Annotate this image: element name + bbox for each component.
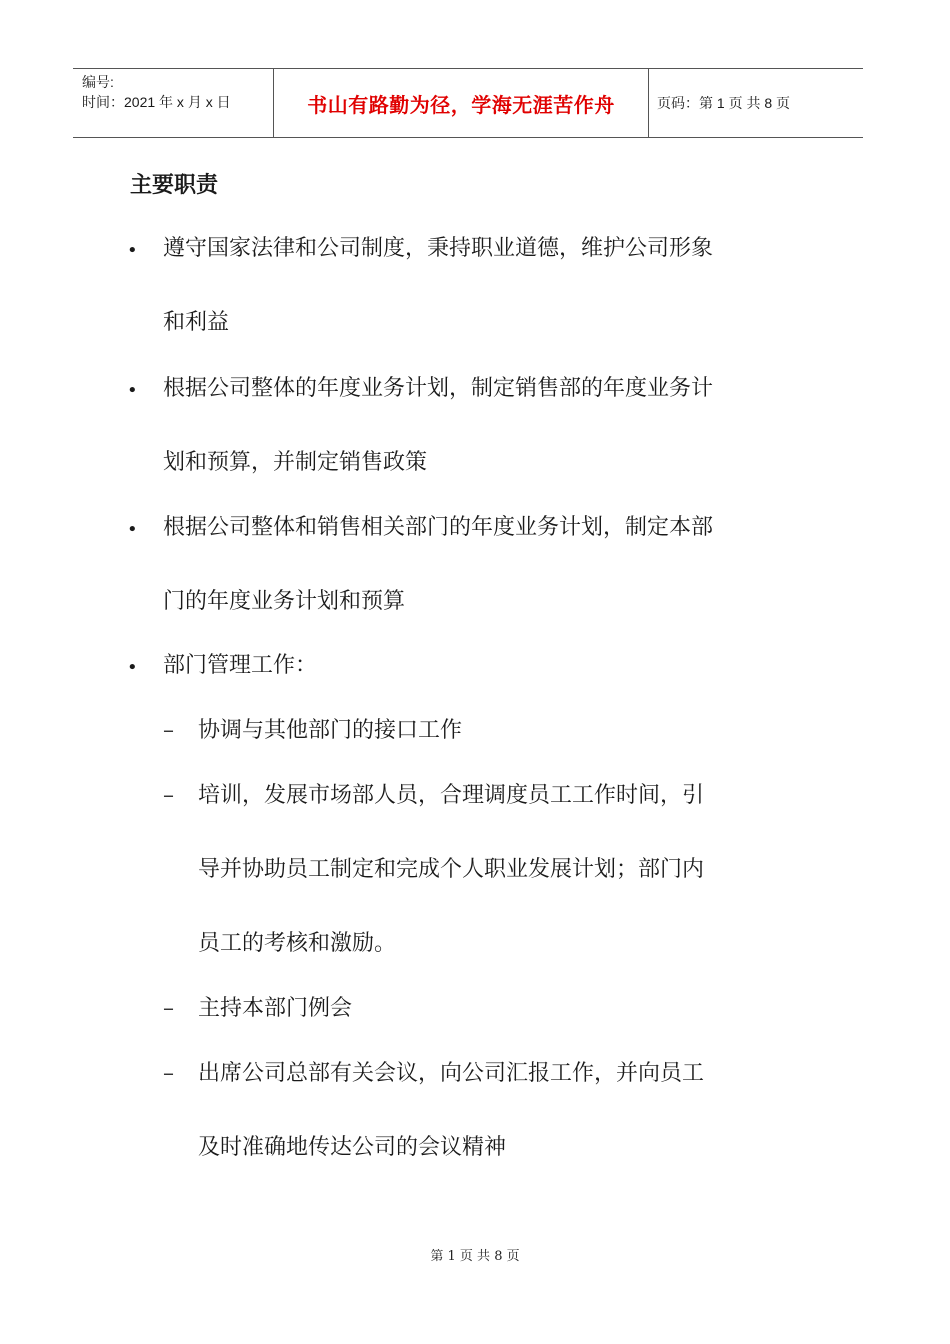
dash-marker: –	[163, 1061, 174, 1086]
dash-marker: –	[163, 783, 174, 808]
page-header	[73, 68, 863, 138]
list-item-line: 划和预算，并制定销售政策	[163, 450, 428, 475]
list-item-line: 和利益	[163, 310, 230, 335]
motto: 书山有路勤为径，学海无涯苦作舟	[307, 92, 615, 117]
time-label: 时间：2021 年 x 月 x 日	[82, 94, 231, 110]
page-footer: 第 1 页 共 8 页	[430, 1249, 520, 1264]
list-item-line: 遵守国家法律和公司制度，秉持职业道德，维护公司形象	[163, 236, 714, 261]
header-page-cell	[649, 69, 863, 137]
header-meta-cell	[73, 69, 274, 137]
sublist-item-line: 出席公司总部有关会议，向公司汇报工作，并向员工	[198, 1061, 705, 1086]
bullet-marker: •	[127, 240, 138, 261]
page-code: 页码：第 1 页 共 8 页	[657, 95, 791, 111]
sublist-item-line: 培训，发展市场部人员，合理调度员工工作时间，引	[198, 783, 705, 808]
bullet-marker: •	[127, 380, 138, 401]
bullet-marker: •	[127, 657, 138, 678]
sublist-item-line: 协调与其他部门的接口工作	[198, 718, 463, 743]
sublist-item-line: 及时准确地传达公司的会议精神	[198, 1135, 507, 1160]
list-item-line: 部门管理工作：	[163, 653, 318, 678]
dash-marker: –	[163, 718, 174, 743]
list-item-line: 根据公司整体和销售相关部门的年度业务计划，制定本部	[163, 515, 714, 540]
number-label: 编号:	[82, 74, 114, 90]
sublist-item-line: 主持本部门例会	[198, 996, 353, 1021]
dash-marker: –	[163, 996, 174, 1021]
header-motto-cell	[274, 69, 649, 137]
bullet-marker: •	[127, 519, 138, 540]
sublist-item-line: 员工的考核和激励。	[198, 931, 397, 956]
section-title: 主要职责	[130, 173, 219, 198]
list-item-line: 门的年度业务计划和预算	[163, 589, 406, 614]
list-item-line: 根据公司整体的年度业务计划，制定销售部的年度业务计	[163, 376, 714, 401]
sublist-item-line: 导并协助员工制定和完成个人职业发展计划；部门内	[198, 857, 705, 882]
